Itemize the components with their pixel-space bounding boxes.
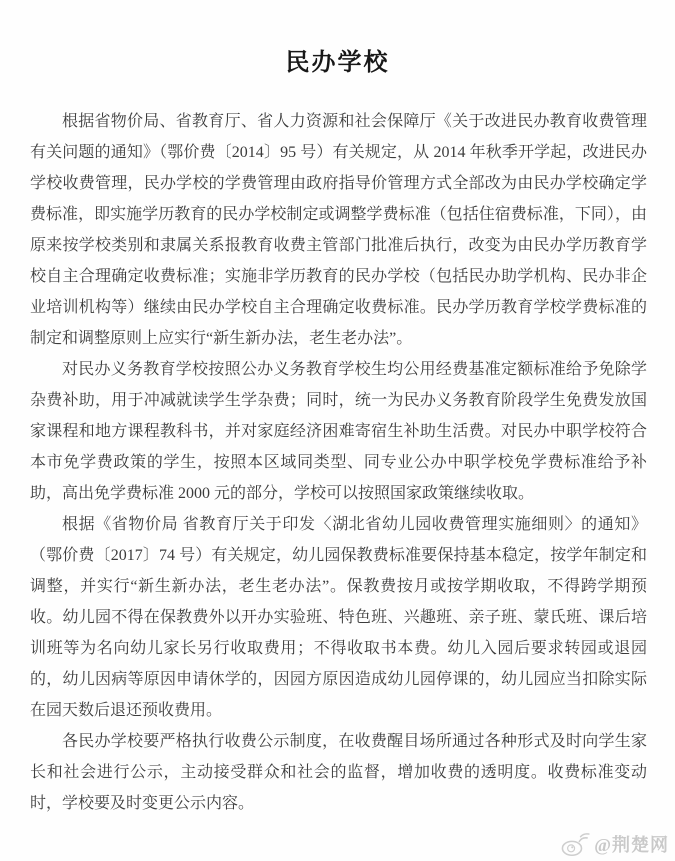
paragraph: 各民办学校要严格执行收费公示制度，在收费醒目场所通过各种形式及时向学生家长和社会进行公示，主动接受群众和社会的监督，增加收费的透明度。收费标准变动时，学校要及时变更公示内容。 [30, 733, 647, 812]
document-body [30, 106, 647, 819]
weibo-icon [560, 831, 590, 857]
watermark [560, 831, 669, 857]
paragraph: 根据《省物价局 省教育厅关于印发〈湖北省幼儿园收费管理实施细则〉的通知》（鄂价费〔2017〕74 号）有关规定，幼儿园保教费标准要保持基本稳定，按学年制定和调整，并实行“新生新办法，老生老办法”。保教费按月或按学期收取，不得跨学期预收。幼儿园不得在保教费外以开办实验班、特色班、兴趣班、亲子班、蒙氏班、课后培训班等为名向幼儿家长另行收取费用；不得收取书本费。幼儿入园后要求转园或退园的，幼儿因病等原因申请休学的，因园方原因造成幼儿园停课的，幼儿园应当扣除实际在园天数后退还预收费用。 [30, 516, 647, 719]
page-title: 民办学校 [285, 49, 390, 76]
paragraph: 根据省物价局、省教育厅、省人力资源和社会保障厅《关于改进民办教育收费管理有关问题的通知》（鄂价费〔2014〕95 号）有关规定，从 2014 年秋季开学起，改进民办学校收费管理，民办学校的学费管理由政府指导价管理方式全部改为由民办学校确定学费标准，即实施学历教育的民办学校制定或调整学费标准（包括住宿费标准，下同），由原来按学校类别和隶属关系报教育收费主管部门批准后执行，改变为由民办学历教育学校自主合理确定收费标准；实施非学历教育的民办学校（包括民办助学机构、民办非企业培训机构等）继续由民办学校自主合理确定收费标准。民办学历教育学校学费标准的制定和调整原则上应实行“新生新办法，老生老办法”。 [30, 113, 647, 347]
paragraph: 对民办义务教育学校按照公办义务教育学校生均公用经费基准定额标准给予免除学杂费补助，用于冲减就读学生学杂费；同时，统一为民办义务教育阶段学生免费发放国家课程和地方课程教科书，并对家庭经济困难寄宿生补助生活费。对民办中职学校符合本市免学费政策的学生，按照本区域同类型、同专业公办中职学校免学费标准给予补助，高出免学费标准 2000 元的部分，学校可以按照国家政策继续收取。 [30, 361, 647, 502]
watermark-text: @荆楚网 [594, 835, 669, 855]
